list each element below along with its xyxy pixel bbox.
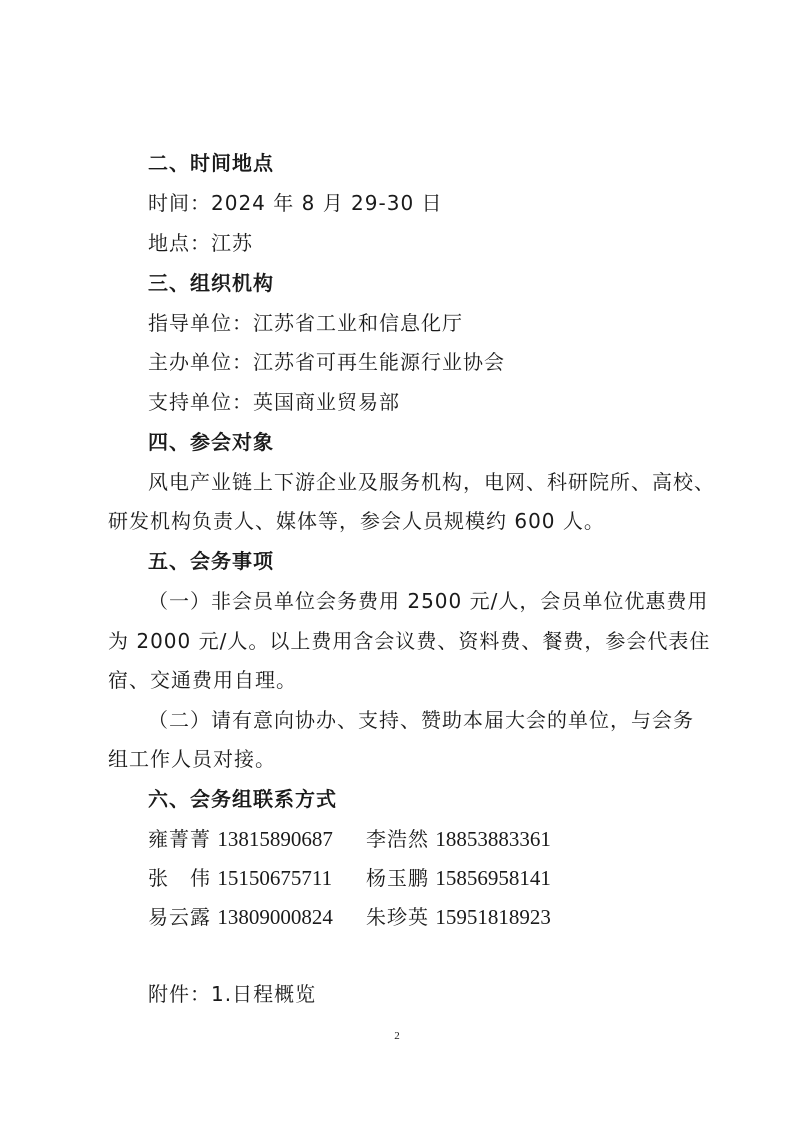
section-title-organization: 三、组织机构 xyxy=(148,271,274,295)
fee-text-line1: （一）非会员单位会务费用 2500 元/人，会员单位优惠费用 xyxy=(148,589,709,613)
guide-unit-line: 指导单位：江苏省工业和信息化厅 xyxy=(148,311,463,335)
contact-phone: 13809000824 xyxy=(217,905,333,929)
sponsor-text-line2: 组工作人员对接。 xyxy=(108,747,276,771)
audience-text-line1: 风电产业链上下游企业及服务机构，电网、科研院所、高校、 xyxy=(148,470,715,494)
time-line: 时间：2024 年 8 月 29-30 日 xyxy=(148,191,443,215)
contact-name: 李浩然 xyxy=(366,827,429,851)
host-unit-line: 主办单位：江苏省可再生能源行业协会 xyxy=(148,350,505,374)
contact-phone: 15150675711 xyxy=(217,866,333,890)
fee-text-line2: 为 2000 元/人。以上费用含会议费、资料费、餐费，参会代表住 xyxy=(108,629,711,653)
contact-entry xyxy=(148,864,332,892)
audience-text-line2: 研发机构负责人、媒体等，参会人员规模约 600 人。 xyxy=(108,509,605,533)
contact-phone: 13815890687 xyxy=(217,827,333,851)
support-unit-line: 支持单位：英国商业贸易部 xyxy=(148,390,400,414)
section-title-time-place: 二、时间地点 xyxy=(148,151,274,175)
contact-name: 张 伟 xyxy=(148,866,211,890)
attachment-line: 附件：1.日程概览 xyxy=(148,982,317,1006)
contact-name: 雍菁菁 xyxy=(148,827,211,851)
contact-phone: 15951818923 xyxy=(435,905,551,929)
section-title-contacts: 六、会务组联系方式 xyxy=(148,787,337,811)
page-number: 2 xyxy=(394,1030,400,1042)
contact-entry xyxy=(148,825,333,853)
contact-phone: 18853883361 xyxy=(435,827,551,851)
contact-name: 朱珍英 xyxy=(366,905,429,929)
section-title-affairs: 五、会务事项 xyxy=(148,549,274,573)
contact-entry xyxy=(366,864,551,892)
contact-entry xyxy=(366,825,551,853)
contact-entry xyxy=(148,903,333,931)
contact-entry xyxy=(366,903,551,931)
fee-text-line3: 宿、交通费用自理。 xyxy=(108,668,297,692)
contact-name: 杨玉鹏 xyxy=(366,866,429,890)
contact-phone: 15856958141 xyxy=(435,866,551,890)
contact-name: 易云露 xyxy=(148,905,211,929)
sponsor-text-line1: （二）请有意向协办、支持、赞助本届大会的单位，与会务 xyxy=(148,708,694,732)
place-line: 地点：江苏 xyxy=(148,231,253,255)
section-title-audience: 四、参会对象 xyxy=(148,430,274,454)
